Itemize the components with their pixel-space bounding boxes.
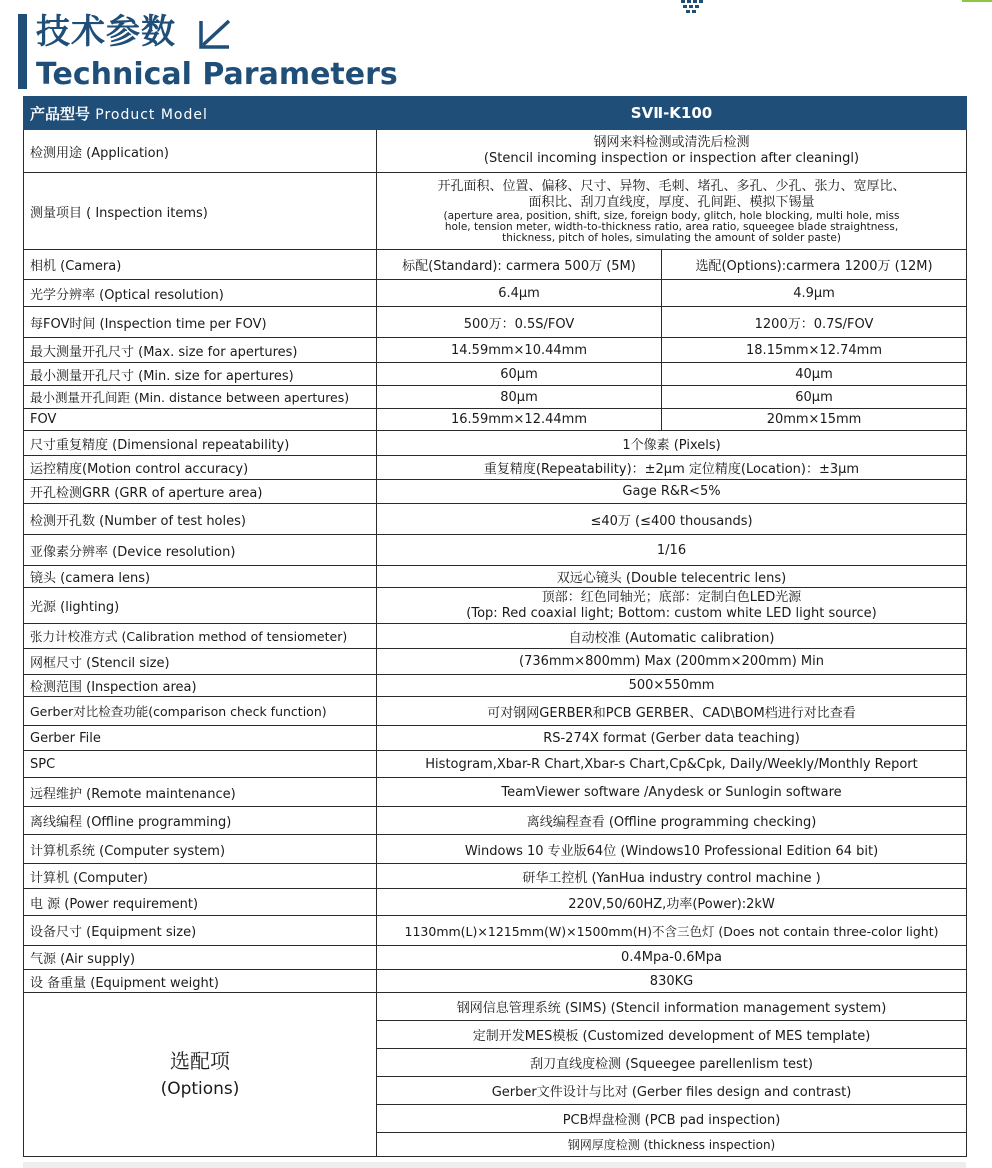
value-line: (Top: Red coaxial light; Bottom: custom white LED light source) [466,605,877,621]
row-label: 尺寸重复精度 (Dimensional repeatability) [24,431,377,456]
row-value-standard: 80μm [377,386,662,409]
row-value: 0.4Mpa-0.6Mpa [377,946,967,970]
table-row [24,588,967,624]
row-label: 气源 (Air supply) [24,946,377,970]
row-label: 最大测量开孔尺寸 (Max. size for apertures) [24,338,377,363]
page-title-en: Technical Parameters [36,57,398,92]
value-line: 钢网来料检测或清洗后检测 [593,135,750,150]
row-label: 设 备重量 (Equipment weight) [24,970,377,993]
value-line: (aperture area, position, shift, size, foreign body, glitch, hole blocking, multi hole, miss [443,209,900,222]
row-label: 网框尺寸 (Stencil size) [24,649,377,675]
table-row [24,864,967,889]
row-label: FOV [24,409,377,431]
row-value: 1/16 [377,535,967,566]
option-item: Gerber文件设计与比对 (Gerber files design and contrast) [377,1077,967,1105]
row-value: 双远心镜头 (Double telecentric lens) [377,566,967,588]
row-label: 检测范围 (Inspection area) [24,675,377,697]
row-value-standard: 500万：0.5S/FOV [377,307,662,338]
option-item: 钢网厚度检测 (thickness inspection) [377,1133,967,1157]
table-row [24,504,967,535]
row-label: 最小测量开孔尺寸 (Min. size for apertures) [24,363,377,386]
row-label: Gerber对比检查功能(comparison check function) [24,697,377,726]
spec-table [23,96,967,1157]
row-value [377,588,967,624]
table-row [24,751,967,778]
value-line: 开孔面积、位置、偏移、尺寸、异物、毛刺、堵孔、多孔、少孔、张力、宽厚比、 [437,178,906,194]
value-line: thickness, pitch of holes, simulating the amount of solder paste) [502,231,841,244]
row-value [377,173,967,250]
row-value: 220V,50/60HZ,功率(Power):2kW [377,889,967,916]
table-row [24,130,967,173]
row-value: Windows 10 专业版64位 (Windows10 Professional Edition 64 bit) [377,835,967,864]
row-value: 自动校准 (Automatic calibration) [377,624,967,649]
option-item: 刮刀直线度检测 (Squeegee parellenlism test) [377,1049,967,1077]
row-value: 研华工控机 (YanHua industry control machine ) [377,864,967,889]
row-label: 光源 (lighting) [24,588,377,624]
row-label: 检测开孔数 (Number of test holes) [24,504,377,535]
option-item: PCB焊盘检测 (PCB pad inspection) [377,1105,967,1133]
row-value-option: 1200万：0.7S/FOV [662,307,967,338]
row-label: 检测用途 (Application) [24,130,377,173]
row-value: Gage R&R<5% [377,480,967,504]
row-label: 光学分辨率 (Optical resolution) [24,280,377,307]
title-accent-bar [18,14,27,89]
options-label-en: (Options) [160,1078,240,1099]
options-row [24,993,967,1021]
row-value-option: 60μm [662,386,967,409]
product-model-label-en: Product Model [95,106,208,123]
row-label: 计算机 (Computer) [24,864,377,889]
table-row [24,386,967,409]
row-value-option: 20mm×15mm [662,409,967,431]
table-row [24,946,967,970]
row-value: (736mm×800mm) Max (200mm×200mm) Min [377,649,967,675]
table-row [24,409,967,431]
row-value: 830KG [377,970,967,993]
row-label: 亚像素分辨率 (Device resolution) [24,535,377,566]
table-row [24,889,967,916]
table-row [24,480,967,504]
row-value-option: 选配(Options):carmera 1200万 (12M) [662,250,967,280]
row-value: 可对钢网GERBER和PCB GERBER、CAD\BOM档进行对比查看 [377,697,967,726]
table-row [24,649,967,675]
table-row [24,697,967,726]
table-row [24,307,967,338]
table-row [24,807,967,835]
row-label: 运控精度(Motion control accuracy) [24,456,377,480]
row-value: RS-274X format (Gerber data teaching) [377,726,967,751]
row-value: 1个像素 (Pixels) [377,431,967,456]
option-item: 钢网信息管理系统 (SIMS) (Stencil information management system) [377,993,967,1021]
options-label [24,993,377,1157]
product-model-value: SVⅡ-K100 [377,97,967,130]
table-row [24,726,967,751]
row-value: 500×550mm [377,675,967,697]
table-row [24,624,967,649]
row-label: 最小测量开孔间距 (Min. distance between apertures) [24,386,377,409]
table-row [24,970,967,993]
row-value-option: 40μm [662,363,967,386]
table-row [24,835,967,864]
table-row [24,778,967,807]
value-line: (Stencil incoming inspection or inspection after cleaningl) [483,151,860,166]
row-value [377,130,967,173]
row-label: 开孔检测GRR (GRR of aperture area) [24,480,377,504]
row-value: Histogram,Xbar-R Chart,Xbar-s Chart,Cp&Cpk, Daily/Weekly/Monthly Report [377,751,967,778]
row-value: 1130mm(L)×1215mm(W)×1500mm(H)不含三色灯 (Does not contain three-color light) [377,916,967,946]
title-cn-text: 技术参数 [36,12,176,52]
value-line: 面积比、刮刀直线度，厚度、孔间距、模拟下锡量 [528,194,815,210]
arrow-down-left-icon [197,17,233,51]
table-row [24,535,967,566]
row-label: 镜头 (camera lens) [24,566,377,588]
top-accent-line [962,0,992,2]
row-label: 远程维护 (Remote maintenance) [24,778,377,807]
row-value: TeamViewer software /Anydesk or Sunlogin software [377,778,967,807]
row-label: 设备尺寸 (Equipment size) [24,916,377,946]
table-row [24,431,967,456]
row-value-standard: 60μm [377,363,662,386]
page-title-cn [36,10,233,54]
row-label: 计算机系统 (Computer system) [24,835,377,864]
table-row [24,250,967,280]
row-value: ≤40万 (≤400 thousands) [377,504,967,535]
product-model-label [24,97,377,130]
bottom-strip [23,1162,966,1168]
table-row [24,456,967,480]
row-value-option: 18.15mm×12.74mm [662,338,967,363]
product-model-label-cn: 产品型号 [30,104,91,123]
table-row [24,338,967,363]
table-row [24,675,967,697]
row-label: 离线编程 (Offline programming) [24,807,377,835]
table-row [24,916,967,946]
value-line: hole, tension meter, width-to-thickness ratio, area ratio, squeegee blade straightness, [444,220,899,233]
row-label: SPC [24,751,377,778]
row-value-standard: 标配(Standard): carmera 500万 (5M) [377,250,662,280]
row-label: 每FOV时间 (Inspection time per FOV) [24,307,377,338]
row-value-standard: 6.4μm [377,280,662,307]
value-line: 顶部：红色同轴光；底部：定制白色LED光源 [541,589,802,605]
table-row [24,363,967,386]
row-label: 相机 (Camera) [24,250,377,280]
row-value-option: 4.9μm [662,280,967,307]
row-label: 测量项目 ( Inspection items) [24,173,377,250]
row-value-standard: 14.59mm×10.44mm [377,338,662,363]
option-item: 定制开发MES模板 (Customized development of MES template) [377,1021,967,1049]
table-row [24,280,967,307]
logo-icon [680,0,706,14]
row-label: 张力计校准方式 (Calibration method of tensiometer) [24,624,377,649]
options-label-cn: 选配项 [170,1048,230,1073]
row-value: 重复精度(Repeatability)：±2μm 定位精度(Location)：±3μm [377,456,967,480]
row-value: 离线编程查看 (Offline programming checking) [377,807,967,835]
row-value-standard: 16.59mm×12.44mm [377,409,662,431]
table-row [24,173,967,250]
table-header-row [24,97,967,130]
table-row [24,566,967,588]
row-label: 电 源 (Power requirement) [24,889,377,916]
row-label: Gerber File [24,726,377,751]
